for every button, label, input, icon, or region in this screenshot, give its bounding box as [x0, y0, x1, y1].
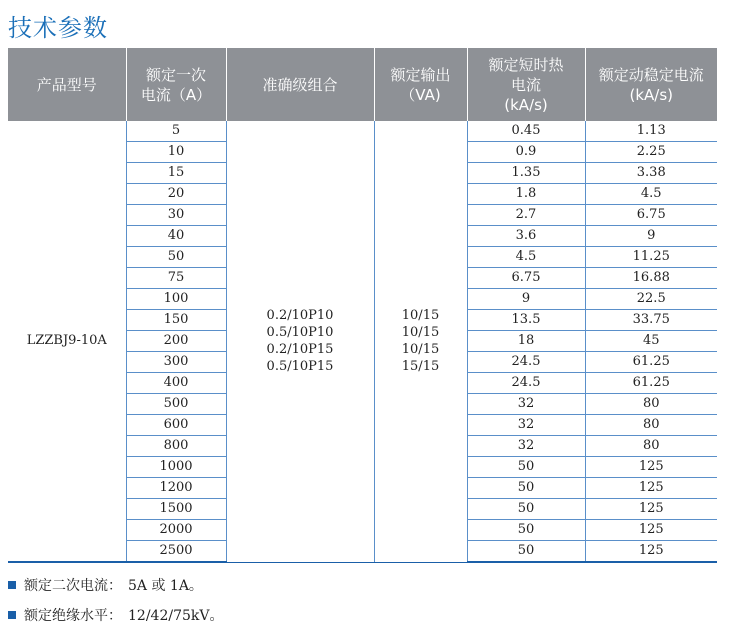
product-model-cell: LZZBJ9-10A: [8, 121, 126, 562]
thermal-current-cell: 1.35: [467, 163, 585, 184]
dynamic-current-cell: 125: [585, 499, 717, 520]
header-product-model: 产品型号: [8, 48, 126, 121]
dynamic-current-cell: 22.5: [585, 289, 717, 310]
primary-current-cell: 15: [126, 163, 226, 184]
thermal-current-cell: 32: [467, 436, 585, 457]
thermal-current-cell: 0.45: [467, 121, 585, 142]
primary-current-cell: 500: [126, 394, 226, 415]
table-row: [8, 121, 717, 142]
thermal-current-cell: 3.6: [467, 226, 585, 247]
header-accuracy: 准确级组合: [226, 48, 374, 121]
accuracy-value: 0.2/10P10: [266, 308, 334, 324]
thermal-current-cell: 50: [467, 541, 585, 563]
square-bullet-icon: [8, 581, 16, 589]
spec-body: [8, 121, 717, 562]
dynamic-current-cell: 1.13: [585, 121, 717, 142]
primary-current-cell: 50: [126, 247, 226, 268]
note-label: 额定绝缘水平：: [24, 608, 122, 624]
thermal-current-cell: 9: [467, 289, 585, 310]
note-secondary-current: [8, 570, 223, 600]
thermal-current-cell: 2.7: [467, 205, 585, 226]
primary-current-cell: 2000: [126, 520, 226, 541]
dynamic-current-cell: 45: [585, 331, 717, 352]
dynamic-current-cell: 61.25: [585, 373, 717, 394]
dynamic-current-cell: 11.25: [585, 247, 717, 268]
primary-current-cell: 1500: [126, 499, 226, 520]
thermal-current-cell: 32: [467, 415, 585, 436]
primary-current-cell: 1200: [126, 478, 226, 499]
thermal-current-cell: 50: [467, 478, 585, 499]
thermal-current-cell: 4.5: [467, 247, 585, 268]
notes: [8, 570, 223, 630]
accuracy-cell: [226, 121, 374, 562]
primary-current-cell: 150: [126, 310, 226, 331]
primary-current-cell: 5: [126, 121, 226, 142]
output-cell: [374, 121, 467, 562]
primary-current-cell: 1000: [126, 457, 226, 478]
dynamic-current-cell: 61.25: [585, 352, 717, 373]
primary-current-cell: 10: [126, 142, 226, 163]
output-value: 10/15: [401, 342, 440, 358]
primary-current-cell: 200: [126, 331, 226, 352]
thermal-current-cell: 13.5: [467, 310, 585, 331]
note-label: 额定二次电流：: [24, 578, 122, 594]
primary-current-cell: 20: [126, 184, 226, 205]
dynamic-current-cell: 80: [585, 436, 717, 457]
primary-current-cell: 400: [126, 373, 226, 394]
thermal-current-cell: 50: [467, 520, 585, 541]
note-value: 5A 或 1A。: [128, 578, 203, 594]
header-output: 额定输出 （VA): [374, 48, 467, 121]
thermal-current-cell: 1.8: [467, 184, 585, 205]
primary-current-cell: 30: [126, 205, 226, 226]
dynamic-current-cell: 33.75: [585, 310, 717, 331]
primary-current-cell: 800: [126, 436, 226, 457]
dynamic-current-cell: 9: [585, 226, 717, 247]
thermal-current-cell: 6.75: [467, 268, 585, 289]
dynamic-current-cell: 80: [585, 415, 717, 436]
output-value: 15/15: [401, 359, 440, 375]
output-value: 10/15: [401, 308, 440, 324]
dynamic-current-cell: 125: [585, 541, 717, 563]
dynamic-current-cell: 3.38: [585, 163, 717, 184]
thermal-current-cell: 24.5: [467, 352, 585, 373]
dynamic-current-cell: 125: [585, 457, 717, 478]
primary-current-cell: 40: [126, 226, 226, 247]
dynamic-current-cell: 125: [585, 520, 717, 541]
thermal-current-cell: 24.5: [467, 373, 585, 394]
header-primary-current: 额定一次 电流（A）: [126, 48, 226, 121]
primary-current-cell: 2500: [126, 541, 226, 563]
accuracy-value: 0.2/10P15: [266, 342, 334, 358]
thermal-current-cell: 50: [467, 499, 585, 520]
dynamic-current-cell: 80: [585, 394, 717, 415]
primary-current-cell: 75: [126, 268, 226, 289]
primary-current-cell: 600: [126, 415, 226, 436]
header-thermal-current: 额定短时热 电流 (kA/s): [467, 48, 585, 121]
header-row: [8, 48, 717, 121]
thermal-current-cell: 32: [467, 394, 585, 415]
thermal-current-cell: 18: [467, 331, 585, 352]
header-dynamic-current: 额定动稳定电流 (kA/s): [585, 48, 717, 121]
output-value: 10/15: [401, 325, 440, 341]
dynamic-current-cell: 2.25: [585, 142, 717, 163]
thermal-current-cell: 0.9: [467, 142, 585, 163]
dynamic-current-cell: 4.5: [585, 184, 717, 205]
dynamic-current-cell: 125: [585, 478, 717, 499]
page-title: 技术参数: [8, 14, 108, 42]
primary-current-cell: 100: [126, 289, 226, 310]
primary-current-cell: 300: [126, 352, 226, 373]
square-bullet-icon: [8, 611, 16, 619]
dynamic-current-cell: 6.75: [585, 205, 717, 226]
dynamic-current-cell: 16.88: [585, 268, 717, 289]
accuracy-value: 0.5/10P10: [266, 325, 334, 341]
thermal-current-cell: 50: [467, 457, 585, 478]
note-value: 12/42/75kV。: [128, 608, 224, 624]
note-insulation-level: [8, 600, 223, 630]
accuracy-value: 0.5/10P15: [266, 359, 334, 375]
spec-table: [8, 48, 717, 563]
